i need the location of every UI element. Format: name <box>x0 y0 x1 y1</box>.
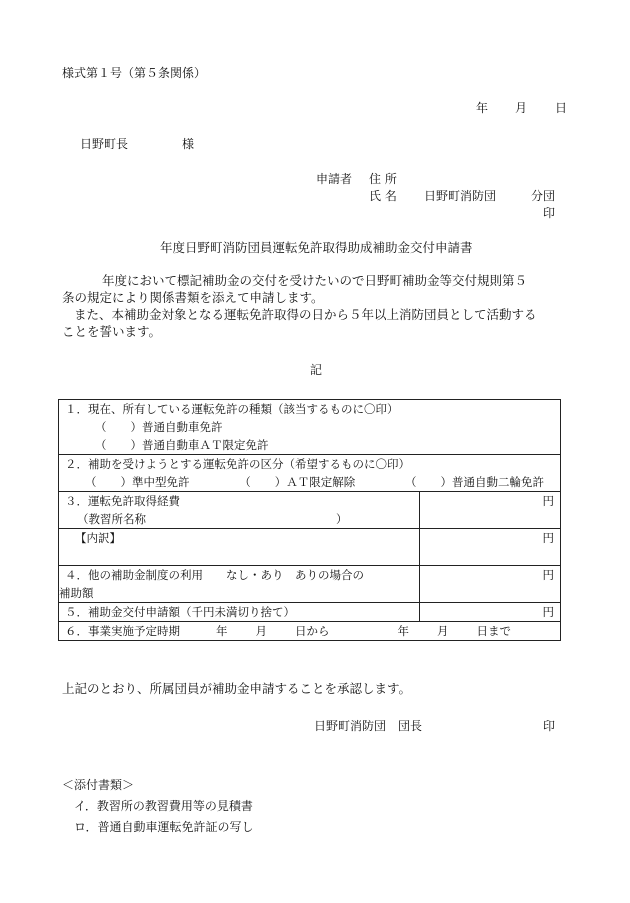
license-category-heading: ２．補助を受けようとする運転免許の区分（希望するものに〇印） <box>65 457 410 471</box>
application-details-table <box>58 399 561 641</box>
document-title: 年度日野町消防団員運転免許取得助成補助金交付申請書 <box>160 240 473 255</box>
breakdown-label: 【内訳】 <box>75 531 121 545</box>
body-paragraph-1-line-2: 条の規定により関係書類を添えて申請します。 <box>62 290 324 305</box>
approval-seal: 印 <box>543 719 556 733</box>
applicant-seal: 印 <box>543 206 556 220</box>
requested-amount-cell <box>59 603 420 622</box>
applicant-role: 申請者 <box>316 172 353 186</box>
form-number: 様式第１号（第５条関係） <box>62 66 207 80</box>
body-paragraph-1-line-1: 年度において標記補助金の交付を受けたいので日野町補助金等交付規則第５ <box>102 273 528 288</box>
driving-school-name: （教習所名称 ） <box>77 512 348 526</box>
license-cost-cell <box>59 492 420 529</box>
license-type-heading: １．現在、所有している運転免許の種類（該当するものに〇印） <box>65 402 399 416</box>
requested-amount: 円 <box>420 603 561 622</box>
ki-heading: 記 <box>310 363 323 377</box>
schedule-cell <box>59 622 561 641</box>
license-type-cell <box>59 400 561 455</box>
application-body <box>62 272 572 340</box>
license-category-cell <box>59 455 561 492</box>
other-subsidy-line-2: 補助額 <box>59 586 94 600</box>
date-year-label: 年 <box>476 101 489 115</box>
approval-signer: 日野町消防団 団長 <box>314 719 423 733</box>
license-type-option-2: （ ）普通自動車ＡＴ限定免許 <box>95 438 269 452</box>
license-category-options <box>65 473 554 491</box>
other-subsidy-cell <box>59 566 420 603</box>
requested-amount-label: ５．補助金交付申請額（千円未満切り捨て） <box>65 605 295 619</box>
breakdown-cell <box>59 529 420 566</box>
license-cost-heading: ３．運転免許取得経費 <box>65 494 180 508</box>
applicant-address-label: 住 所 <box>369 172 397 186</box>
table-row <box>59 400 561 455</box>
license-type-option-1: （ ）普通自動車免許 <box>95 420 223 434</box>
other-subsidy-amount: 円 <box>420 566 561 603</box>
body-paragraph-2-line-1: また、本補助金対象となる運転免許取得の日から５年以上消防団員として活動する <box>74 307 537 322</box>
license-cost-amount: 円 <box>420 492 561 529</box>
attachment-item-1: イ．教習所の教習費用等の見積書 <box>74 799 253 813</box>
table-row <box>59 529 561 566</box>
applicant-unit: 分団 <box>531 189 556 203</box>
table-row <box>59 603 561 622</box>
breakdown-amount: 円 <box>420 529 561 566</box>
approval-text: 上記のとおり、所属団員が補助金申請することを承認します。 <box>62 681 412 696</box>
applicant-name-value: 日野町消防団 <box>424 189 497 203</box>
attachments-heading: ＜添付書類＞ <box>62 778 135 792</box>
table-row <box>59 492 561 529</box>
date-day-label: 日 <box>555 101 568 115</box>
license-category-option-3: （ ）普通自動二輪免許 <box>405 475 544 489</box>
table-row <box>59 622 561 641</box>
license-category-option-2: （ ）ＡＴ限定解除 <box>239 475 356 489</box>
applicant-name-label: 氏 名 <box>369 189 397 203</box>
body-paragraph-2-line-2: ことを誓います。 <box>62 324 162 339</box>
table-row <box>59 566 561 603</box>
date-month-label: 月 <box>515 101 528 115</box>
other-subsidy-line-1: ４．他の補助金制度の利用 なし・あり ありの場合の <box>65 568 364 582</box>
addressee-name: 日野町長 <box>80 137 129 151</box>
addressee-honorific: 様 <box>182 137 195 151</box>
table-row <box>59 455 561 492</box>
schedule-line: ６．事業実施予定時期 年 月 日から 年 月 日まで <box>65 624 511 638</box>
license-category-option-1: （ ）準中型免許 <box>85 475 190 489</box>
attachment-item-2: ロ．普通自動車運転免許証の写し <box>74 820 254 834</box>
